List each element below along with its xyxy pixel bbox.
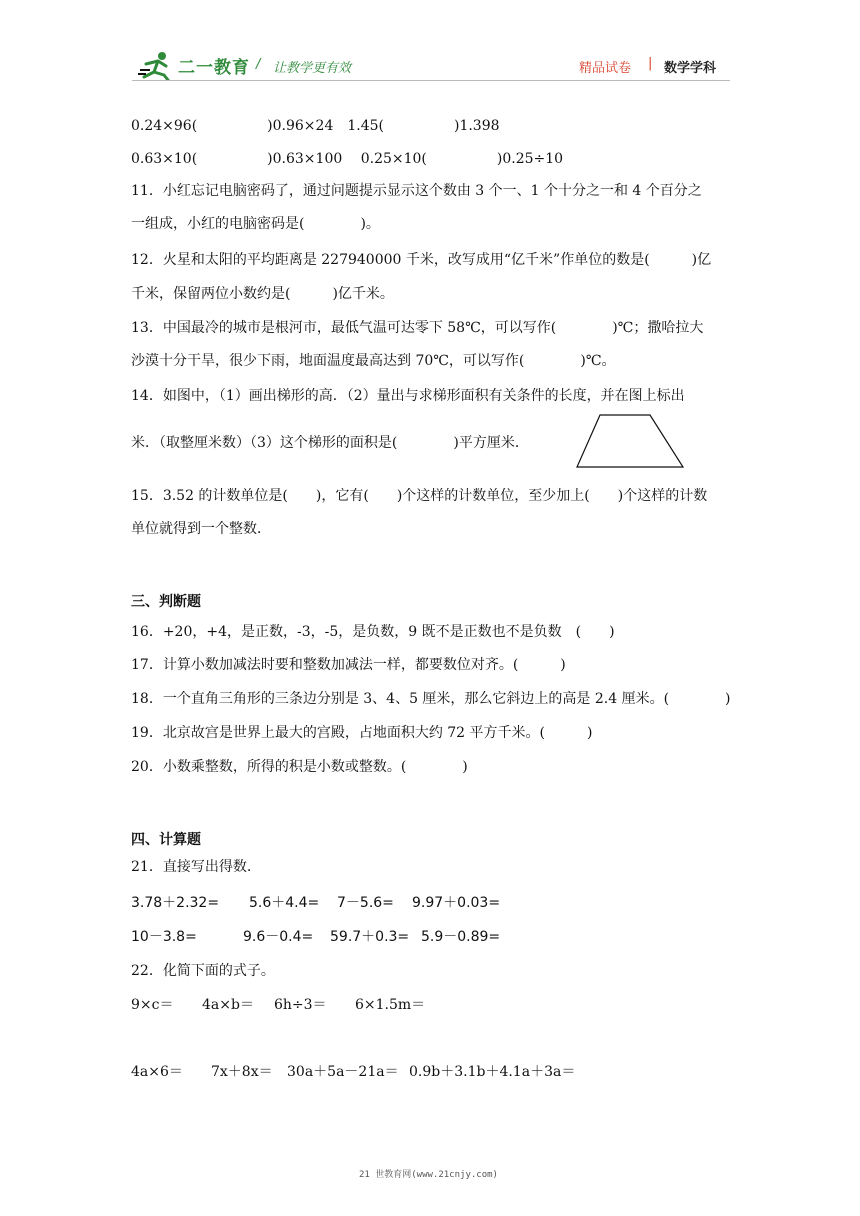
question-12-line-1: 12．火星和太阳的平均距离是 227940000 千米，改写成用“亿千米”作单位的数是( )亿 [131,252,712,268]
badge-quality: 精品试卷 [579,61,632,76]
question-12-line-2: 千米，保留两位小数约是( )亿千米。 [131,286,394,302]
compare-line-1: 0.24×96( )0.96×24 1.45( )1.398 [131,118,500,134]
header-divider [132,80,730,81]
calc-item: 5.6＋4.4= [249,895,320,911]
calc-item: 59.7＋0.3= [330,929,410,945]
question-16: 16．+20，+4，是正数，-3，-5，是负数，9 既不是正数也不是负数 ( ) [131,624,615,640]
section-4-heading: 四、计算题 [131,832,201,848]
simplify-item: 30a＋5a－21a＝ [287,1064,399,1080]
question-15-line-2: 单位就得到一个整数． [131,521,271,537]
badge-subject: 数学学科 [664,61,717,76]
calc-item: 7－5.6= [337,895,394,911]
page-footer: 21 世教育网(www.21cnjy.com) [359,1170,498,1180]
question-19: 19．北京故宫是世界上最大的宫殿，占地面积大约 72 平方千米。( ) [131,725,593,741]
question-17: 17．计算小数加减法时要和整数加减法一样，都要数位对齐。( ) [131,657,566,673]
logo [138,50,250,80]
calc-item: 10－3.8= [131,929,197,945]
calc-item: 9.97＋0.03= [412,895,501,911]
question-14-line-1: 14．如图中，（1）画出梯形的高．（2）量出与求梯形面积有关条件的长度，并在图上标出 [131,388,685,404]
simplify-item: 0.9b＋3.1b＋4.1a＋3a＝ [409,1064,576,1080]
calc-item: 9.6－0.4= [243,929,314,945]
question-15-line-1: 15．3.52 的计数单位是( )，它有( )个这样的计数单位，至少加上( )个这样的计数 [131,488,708,504]
simplify-item: 9×c＝ [131,997,174,1013]
calc-item: 3.78＋2.32= [131,895,220,911]
question-14-line-2: 米．（取整厘米数）（3）这个梯形的面积是( )平方厘米． [131,435,529,451]
compare-line-2: 0.63×10( )0.63×100 0.25×10( )0.25÷10 [131,151,564,167]
simplify-item: 4a×6＝ [131,1064,183,1080]
simplify-item: 6×1.5m＝ [355,997,426,1013]
logo-text: 二一教育 [178,57,250,78]
question-11-line-1: 11．小红忘记电脑密码了，通过问题提示显示这个数由 3 个一、1 个十分之一和 4 个百分之 [131,183,702,199]
question-11-line-2: 一组成，小红的电脑密码是( )。 [131,216,380,232]
simplify-item: 6h÷3＝ [274,997,327,1013]
badge-separator: | [648,56,653,71]
question-21: 21．直接写出得数. [131,859,252,875]
question-13-line-1: 13．中国最冷的城市是根河市，最低气温可达零下 58℃，可以写作( )℃；撒哈拉大 [131,320,704,336]
calc-item: 5.9－0.89= [421,929,501,945]
section-3-heading: 三、判断题 [131,594,201,610]
question-13-line-2: 沙漠十分干旱，很少下雨，地面温度最高达到 70℃，可以写作( )℃。 [131,353,616,369]
question-22: 22．化简下面的式子。 [131,963,275,979]
simplify-item: 4a×b＝ [202,997,254,1013]
header-separator: / [256,57,261,72]
question-18: 18．一个直角三角形的三条边分别是 3、4、5 厘米，那么它斜边上的高是 2.4 厘米。( ) [131,691,731,707]
trapezoid-figure [574,412,686,470]
question-20: 20．小数乘整数，所得的积是小数或整数。( ) [131,759,468,775]
running-man-icon [138,50,174,80]
simplify-item: 7x＋8x＝ [211,1064,273,1080]
header-slogan: 让教学更有效 [273,61,352,76]
